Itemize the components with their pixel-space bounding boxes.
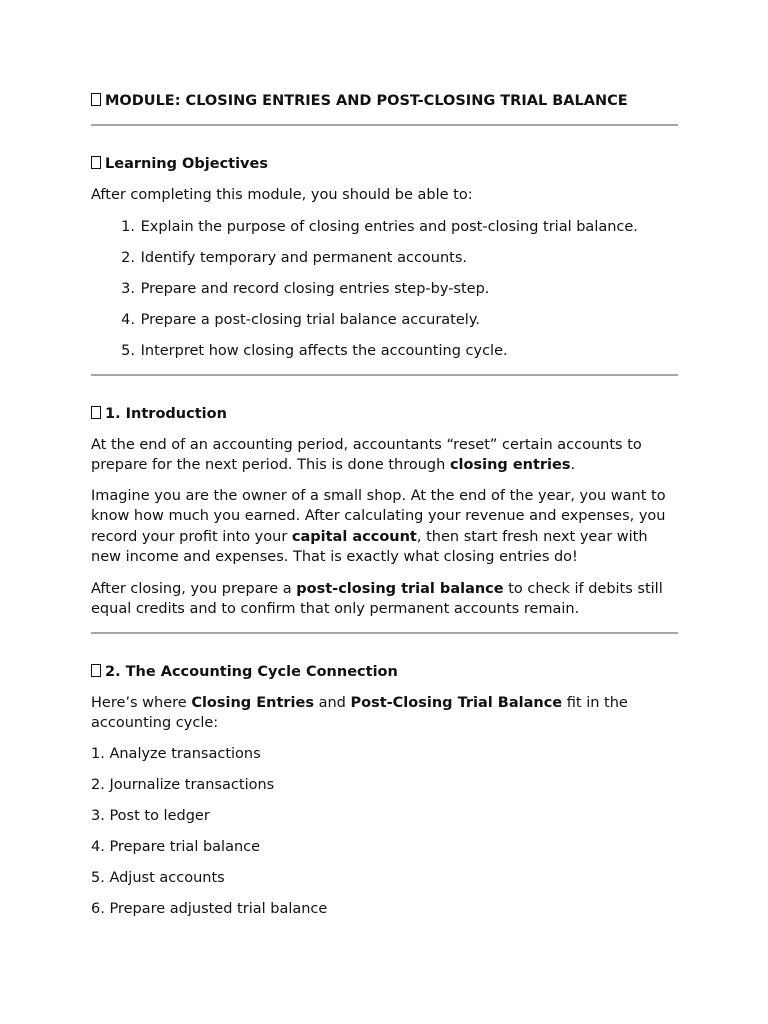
list-item-number: 5. xyxy=(121,342,135,359)
cycle-step: 5. Adjust accounts xyxy=(91,869,225,886)
cycle-step: 4. Prepare trial balance xyxy=(91,838,261,855)
divider xyxy=(91,632,678,634)
introduction-paragraph-1: At the end of an accounting period, accountants “reset” certain accounts to prepare for the next period. This is done through closing entries. xyxy=(91,436,642,473)
list-item-number: 2. xyxy=(121,249,135,266)
bold-term: closing entries xyxy=(449,457,571,473)
list-item-text: Explain the purpose of closing entries and post-closing trial balance. xyxy=(140,218,638,235)
missing-glyph-icon xyxy=(91,93,101,106)
cycle-step: 6. Prepare adjusted trial balance xyxy=(91,900,328,917)
bold-term: Post-Closing Trial Balance xyxy=(350,694,563,711)
list-item xyxy=(91,341,678,361)
list-item-text: Prepare a post-closing trial balance accurately. xyxy=(140,311,480,328)
introduction-paragraph-3: After closing, you prepare a post-closing trial balance to check if debits still equal credits and to confirm that only permanent accounts remain. xyxy=(91,580,663,617)
missing-glyph-icon xyxy=(91,664,101,677)
module-title xyxy=(91,91,678,111)
list-item-number: 4. xyxy=(121,311,135,328)
list-item xyxy=(91,310,678,330)
objectives-list xyxy=(91,217,678,361)
missing-glyph-icon xyxy=(91,156,101,169)
module-title-text: MODULE: CLOSING ENTRIES AND POST-CLOSING TRIAL BALANCE xyxy=(105,93,628,109)
divider xyxy=(91,124,678,126)
bold-term: capital account xyxy=(291,528,417,545)
cycle-intro: Here’s where Closing Entries and Post-Closing Trial Balance fit in the accounting cycle: xyxy=(91,694,628,731)
bold-term: post-closing trial balance xyxy=(296,580,504,597)
document-content xyxy=(91,91,678,919)
objectives-intro: After completing this module, you should be able to: xyxy=(91,187,473,203)
list-item-number: 3. xyxy=(121,280,135,297)
list-item xyxy=(91,248,678,268)
list-item xyxy=(91,279,678,299)
introduction-heading: 1. Introduction xyxy=(91,404,678,424)
list-item xyxy=(91,217,678,237)
list-item-text: Interpret how closing affects the accounting cycle. xyxy=(140,342,508,359)
cycle-heading: 2. The Accounting Cycle Connection xyxy=(91,662,678,682)
list-item-number: 1. xyxy=(121,218,135,235)
list-item-text: Prepare and record closing entries step-by-step. xyxy=(140,280,490,297)
bold-term: Closing Entries xyxy=(191,694,314,711)
objectives-heading: Learning Objectives xyxy=(91,154,678,174)
introduction-paragraph-2: Imagine you are the owner of a small shop. At the end of the year, you want to know how much you earned. After calculating your revenue and expenses, you record your profit into your capital account, then start fresh next year with new income and expenses. That is exactly what closing entries do! xyxy=(91,487,666,565)
list-item-text: Identify temporary and permanent accounts. xyxy=(140,249,468,266)
missing-glyph-icon xyxy=(91,406,101,419)
cycle-step: 2. Journalize transactions xyxy=(91,776,275,793)
cycle-step: 3. Post to ledger xyxy=(91,807,210,824)
cycle-step: 1. Analyze transactions xyxy=(91,745,261,762)
divider xyxy=(91,374,678,376)
